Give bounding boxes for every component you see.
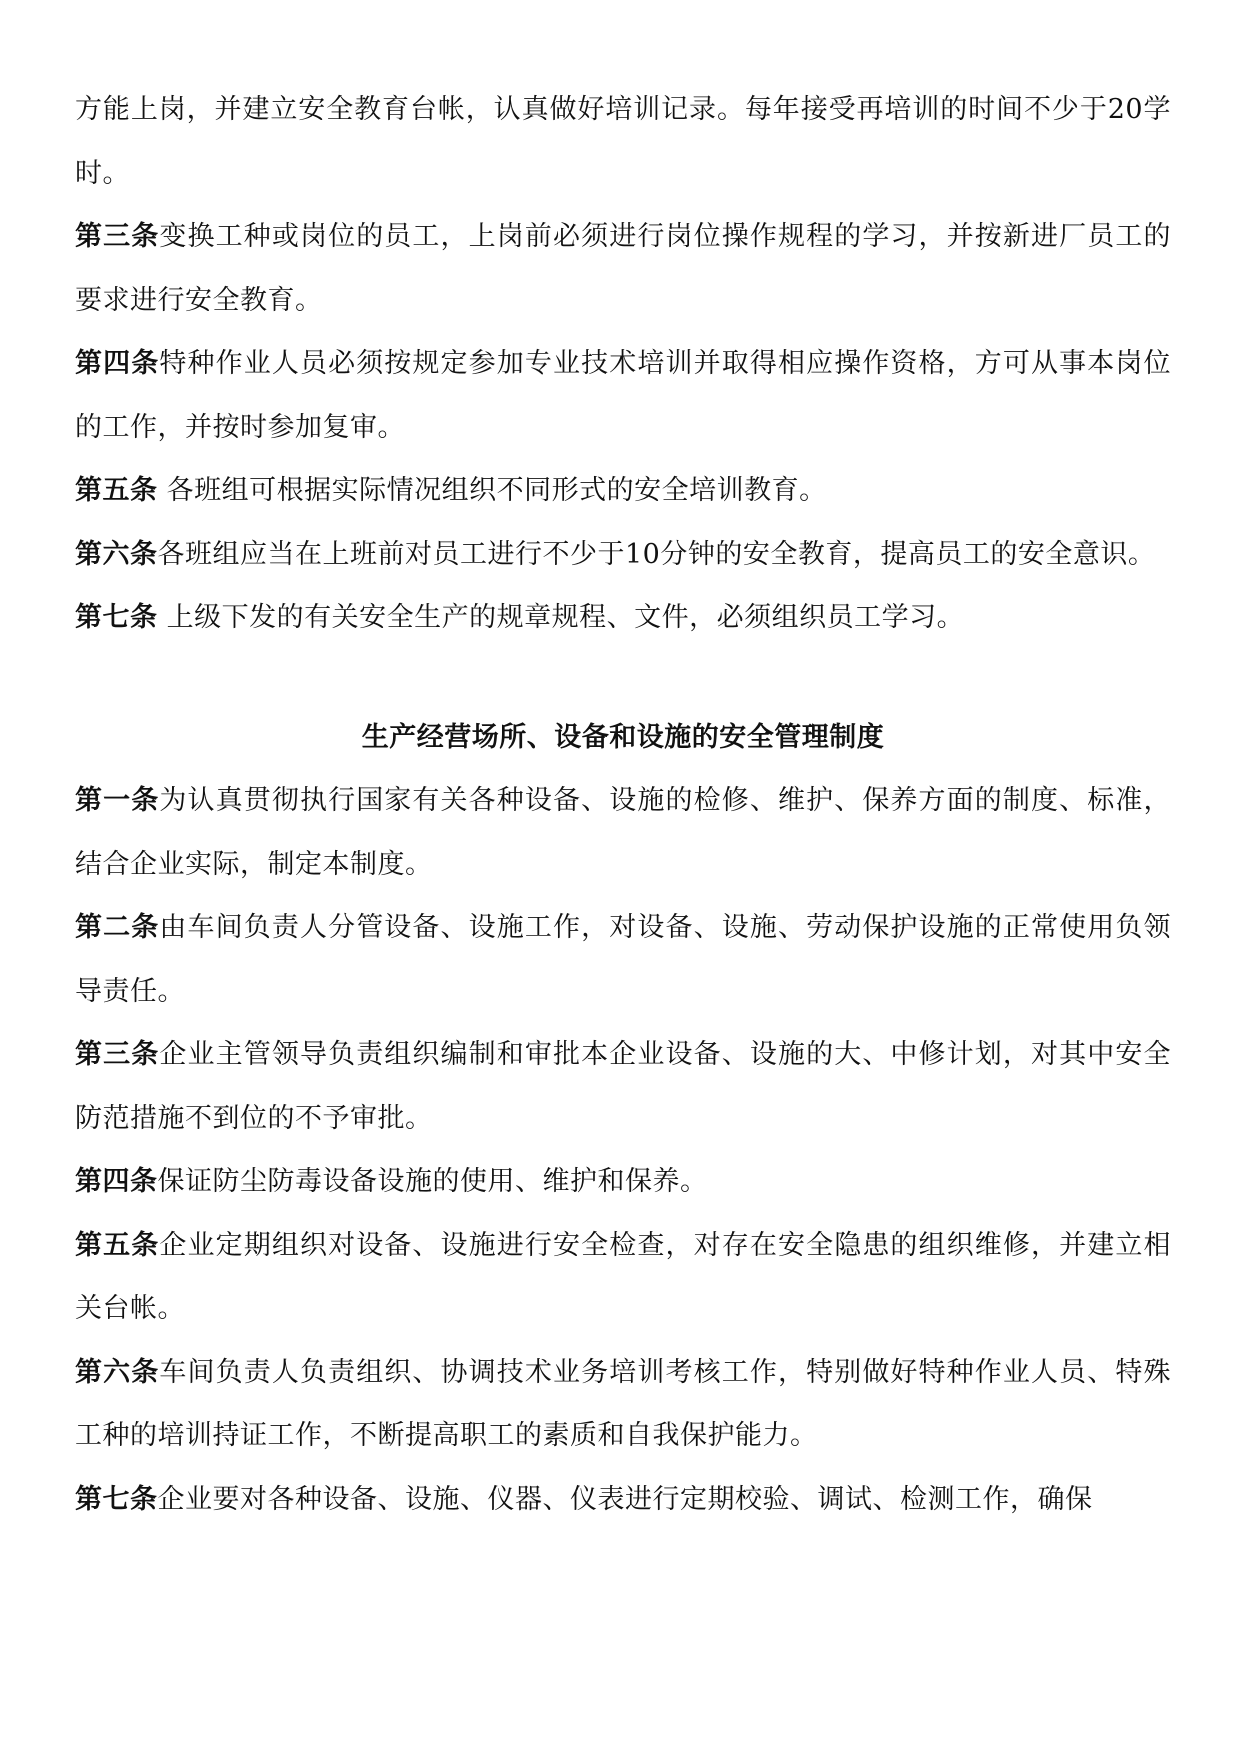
article-text: 各班组应当在上班前对员工进行不少于10分钟的安全教育，提高员工的安全意识。 <box>157 538 1156 570</box>
paragraph-article-6 <box>75 523 1171 587</box>
paragraph-article-3 <box>75 205 1171 332</box>
article-text: 上级下发的有关安全生产的规章规程、文件，必须组织员工学习。 <box>157 602 965 633</box>
article-number: 第三条 <box>75 1039 160 1070</box>
paragraph-article-1 <box>75 769 1171 896</box>
paragraph-article-7 <box>75 586 1171 650</box>
paragraph-article-4 <box>75 332 1171 459</box>
article-text: 企业要对各种设备、设施、仪器、仪表进行定期校验、调试、检测工作，确保 <box>157 1483 1093 1515</box>
article-text: 各班组可根据实际情况组织不同形式的安全培训教育。 <box>157 475 827 506</box>
article-text: 方能上岗，并建立安全教育台帐，认真做好培训记录。每年接受再培训的时间不少于20学时。 <box>75 94 1171 189</box>
paragraph-article-2 <box>75 896 1171 1023</box>
section-training <box>75 78 1171 650</box>
paragraph-continuation <box>75 78 1171 205</box>
article-number: 第一条 <box>75 785 160 816</box>
paragraph-article-6 <box>75 1341 1171 1468</box>
article-text: 由车间负责人分管设备、设施工作，对设备、设施、劳动保护设施的正常使用负领导责任。 <box>75 912 1172 1007</box>
section-title: 生产经营场所、设备和设施的安全管理制度 <box>361 721 885 753</box>
paragraph-article-3 <box>75 1023 1171 1150</box>
article-text: 变换工种或岗位的员工，上岗前必须进行岗位操作规程的学习，并按新进厂员工的要求进行安全教育。 <box>75 221 1172 316</box>
article-number: 第四条 <box>75 348 160 379</box>
paragraph-article-5 <box>75 459 1171 523</box>
paragraph-article-7 <box>75 1468 1171 1532</box>
article-number: 第四条 <box>75 1166 158 1197</box>
paragraph-article-5 <box>75 1214 1171 1341</box>
article-text: 车间负责人负责组织、协调技术业务培训考核工作，特别做好特种作业人员、特殊工种的培训持证工作，不断提高职工的素质和自我保护能力。 <box>75 1356 1172 1451</box>
article-number: 第七条 <box>75 602 158 633</box>
paragraph-article-4 <box>75 1150 1171 1214</box>
article-text: 特种作业人员必须按规定参加专业技术培训并取得相应操作资格，方可从事本岗位的工作，并按时参加复审。 <box>75 348 1172 443</box>
article-text: 企业定期组织对设备、设施进行安全检查，对存在安全隐患的组织维修，并建立相关台帐。 <box>75 1229 1172 1324</box>
article-number: 第五条 <box>75 475 158 506</box>
article-number: 第三条 <box>75 221 160 252</box>
section-equipment-safety <box>75 706 1171 1532</box>
article-text: 保证防尘防毒设备设施的使用、维护和保养。 <box>157 1166 708 1197</box>
article-number: 第七条 <box>75 1483 158 1515</box>
article-number: 第五条 <box>75 1229 160 1261</box>
article-number: 第二条 <box>75 912 160 943</box>
article-text: 企业主管领导负责组织编制和审批本企业设备、设施的大、中修计划，对其中安全防范措施不到位的不予审批。 <box>75 1039 1172 1134</box>
article-number: 第六条 <box>75 538 158 570</box>
article-text: 为认真贯彻执行国家有关各种设备、设施的检修、维护、保养方面的制度、标准，结合企业实际，制定本制度。 <box>75 785 1172 880</box>
article-number: 第六条 <box>75 1356 160 1388</box>
